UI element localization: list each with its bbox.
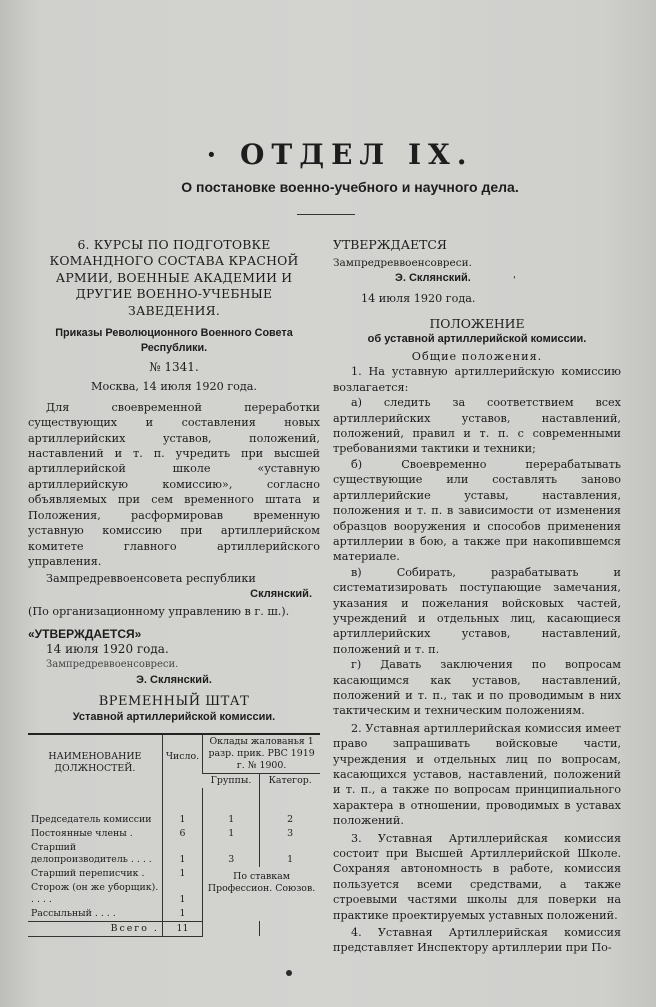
staff-note: По ставкам Профессион. Союзов. — [203, 867, 320, 922]
row-count: 1 — [162, 907, 202, 922]
signature: Склянский. — [250, 587, 312, 600]
section-title: · ОТДЕЛ IX. — [206, 138, 474, 171]
section-subtitle: О постановке военно-учебного и научного дела. — [181, 179, 519, 195]
regulation-title: ПОЛОЖЕНИЕ — [429, 316, 525, 332]
row-category: 1 — [260, 841, 320, 867]
total-label: Всего . — [28, 921, 162, 936]
place-date: Москва, 14 июля 1920 года. — [91, 380, 257, 394]
org-note: (По организационному управлению в г. ш.). — [28, 605, 290, 619]
general-provisions: Общие положения. — [411, 350, 543, 364]
right-column — [333, 237, 621, 956]
order-body: Для своевременной переработки существующих и составления новых артиллерийских уставов, положений, наставлений и т. п. учредить при высшей артиллерийской школе «уставную артиллерийскую комиссию», согласно объявляемых при сем временного штата и Положения, расформировав временную уставную комиссию при артиллерийском комитете главного артиллерийского управления. — [28, 400, 320, 568]
row-count: 1 — [162, 788, 202, 827]
paragraph: а) следить за соответствием всех артиллерийских уставов, наставлений, положений, правил и т. п. с современными требованиями тактики и техники; — [333, 396, 621, 456]
paragraph: 2. Уставная артиллерийская комиссия имеет право запрашивать войсковые части, учреждения и отдельных лиц по вопросам, касающихся уставов, наставлений, положений и т. п., а также по вопросам принципиального характера в отношении, проводимых в уставах положений. — [333, 721, 621, 828]
staff-table — [28, 733, 320, 937]
approved-deputy: Зампредреввоенсовреси. — [46, 659, 179, 671]
courses-heading: 6. КУРСЫ ПО ПОДГОТОВКЕ КОМАНДНОГО СОСТАВА КРАСНОЙ АРМИИ, ВОЕННЫЕ АКАДЕМИИ И ДРУГИЕ ВОЕННО-УЧЕБНЫЕ ЗАВЕДЕНИЯ. — [49, 237, 299, 318]
paragraph: б) Своевременно перерабатывать существующие или составлять заново артиллерийские уставы, наставления, положения и т. п. в зависимости от изменения образцов вооружения и способов применения артиллерии в бою, а также при накопившемся материале. — [333, 457, 621, 564]
row-name: Сторож (он же уборщик). . . . . — [31, 881, 159, 905]
row-category: 2 — [260, 788, 320, 827]
paragraph: 3. Уставная Артиллерийская комиссия состоит при Высшей Артиллерийской Школе. Сохраняя автономность в работе, комиссия пользуется всеми средствами, а также строевыми частями школы для поверки на практике проектируемых уставных положений. — [333, 831, 621, 922]
col-position: НАИМЕНОВАНИЕ ДОЛЖНОСТЕЙ. — [28, 734, 162, 788]
row-group: 1 — [203, 788, 260, 827]
paragraph: 4. Уставная Артиллерийская комиссия представляет Инспектору артиллерии при По- — [333, 926, 621, 955]
approved-label: УТВЕРЖДАЕТСЯ — [333, 237, 447, 252]
paragraph: 1. На уставную артиллерийскую комиссию возлагается: — [333, 365, 621, 394]
order-number: № 1341. — [149, 360, 199, 375]
approved-date: 14 июля 1920 года. — [361, 291, 476, 305]
paragraph: г) Давать заключения по вопросам касающимся как уставов, наставлений, положений и т. п., так и по проводимым в них тактическим и техническим положениям. — [333, 658, 621, 718]
row-name: Рассыльный . . . . — [28, 907, 162, 922]
approved-deputy: Зампредреввоенсовреси. — [333, 257, 472, 269]
approved-signature: Э. Склянский. — [136, 673, 212, 686]
row-group: 3 — [203, 841, 260, 867]
col-category: Категор. — [260, 773, 320, 788]
staff-title: ВРЕМЕННЫЙ ШТАТ — [98, 694, 250, 710]
row-category: 3 — [260, 827, 320, 841]
row-count: 6 — [162, 827, 202, 841]
col-salary: Оклады жалованья 1 разр. прик. РВС 1919 г. № 1900. — [203, 734, 320, 774]
row-count: 1 — [162, 881, 202, 907]
approved-signature: Э. Склянский. — [395, 272, 471, 285]
orders-title: Приказы Революционного Военного Совета Республики. — [55, 327, 293, 355]
row-count: 1 — [162, 841, 202, 867]
row-group: 1 — [203, 827, 260, 841]
regulation-subtitle: об уставной артиллерийской комиссии. — [367, 332, 587, 345]
approved-date: 14 июля 1920 года. — [46, 641, 169, 656]
deputy-title: Зампредреввоенсовета республики — [46, 572, 256, 586]
col-count: Число. — [162, 734, 202, 788]
row-name: Председатель комиссии — [31, 813, 152, 825]
row-name: Старший делопроизводитель . . . . — [31, 841, 152, 865]
staff-subtitle: Уставной артиллерийской комиссии. — [72, 710, 276, 723]
row-count: 1 — [162, 867, 202, 881]
approved-stamp: «УТВЕРЖДАЕТСЯ» — [28, 626, 142, 641]
total-count: 11 — [162, 921, 202, 936]
divider — [297, 214, 355, 215]
row-name: Старший переписчик . — [31, 867, 145, 879]
left-column — [28, 237, 320, 937]
row-name: Постоянные члены . — [31, 827, 133, 839]
paragraph: в) Собирать, разрабатывать и систематизировать поступающие замечания, указания и пожелания войсковых частей, учреждений и отдельных лиц, касающиеся артиллерийских уставов, наставлений, положений и т. п. — [333, 565, 621, 656]
ink-mark: ʹ — [513, 276, 516, 287]
ink-dot — [286, 970, 292, 976]
col-groups: Группы. — [210, 774, 252, 786]
